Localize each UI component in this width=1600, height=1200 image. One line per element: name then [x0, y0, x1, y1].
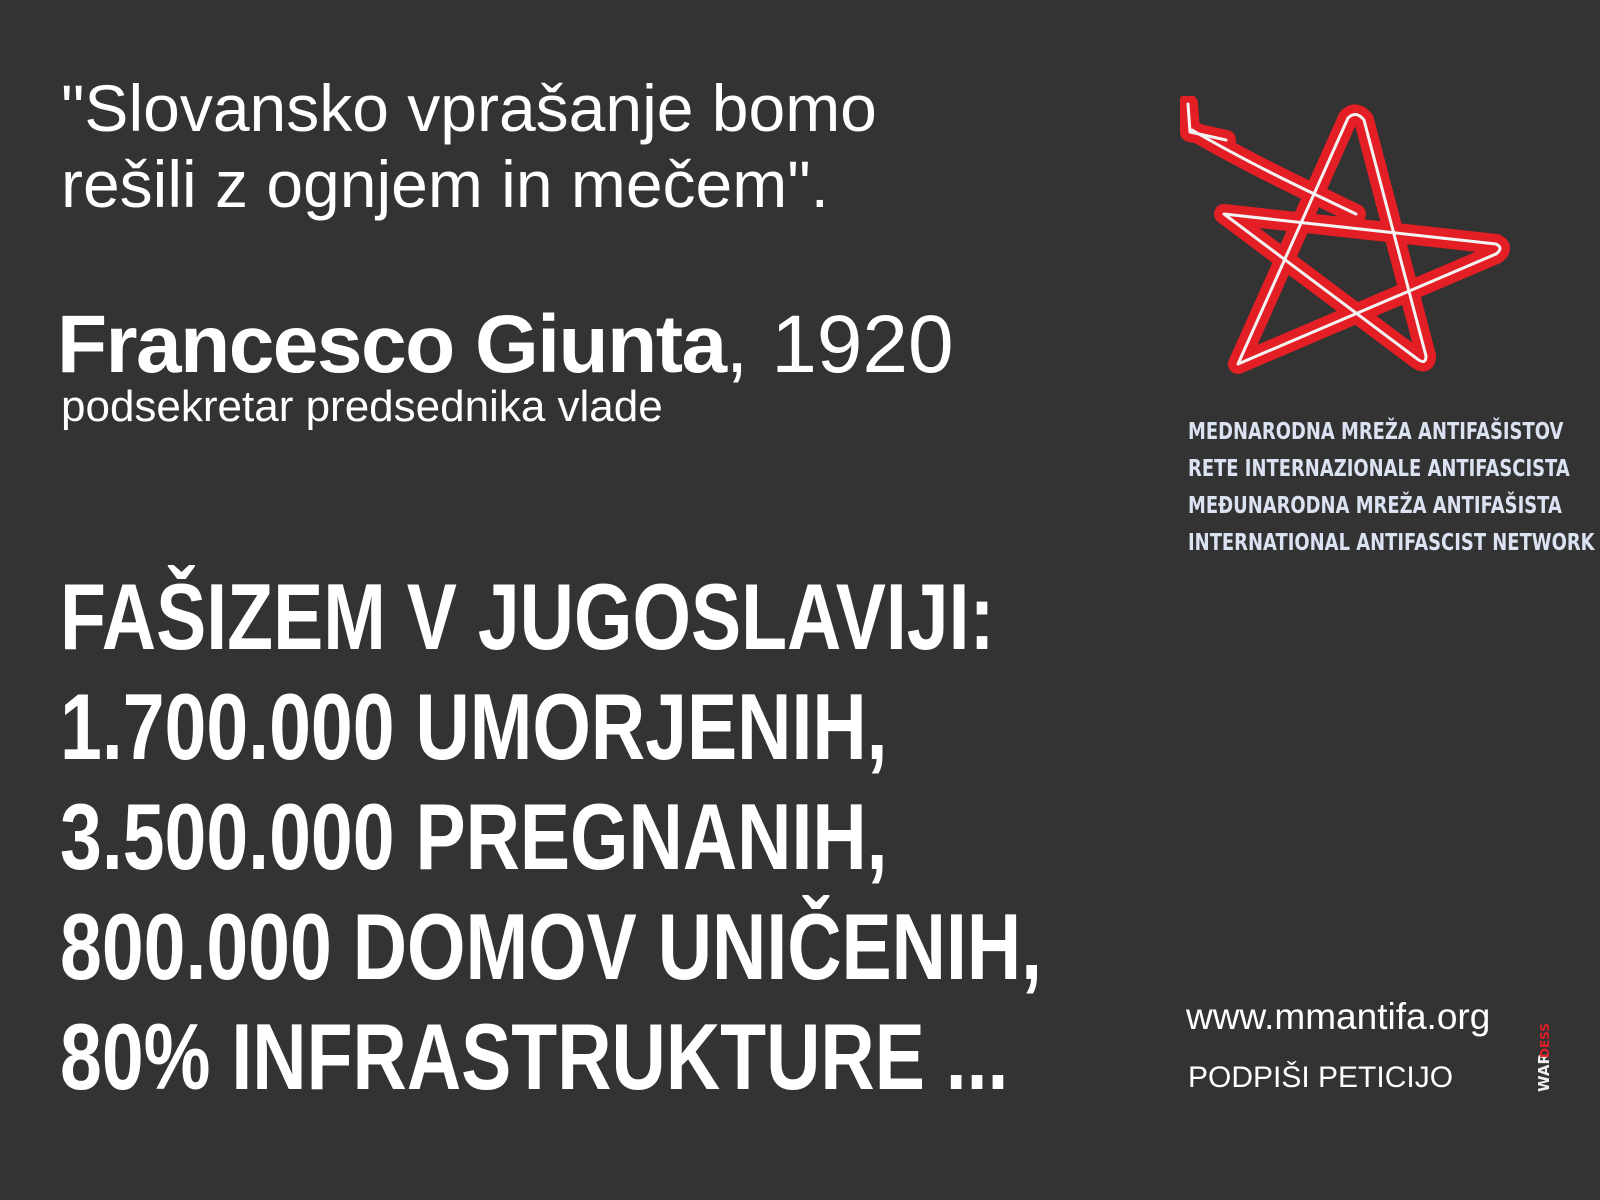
author-year: , 1920 [725, 299, 954, 390]
network-name-it: RETE INTERNAZIONALE ANTIFASCISTA [1188, 456, 1570, 482]
network-name-hr: MEĐUNARODNA MREŽA ANTIFAŠISTA [1188, 493, 1562, 519]
network-name [1188, 414, 1595, 562]
headline-line-2: 1.700.000 UMORJENIH, [60, 674, 888, 779]
artist-signature-icon [1532, 1000, 1556, 1096]
network-name-en: INTERNATIONAL ANTIFASCIST NETWORK [1188, 530, 1595, 556]
author-line [57, 300, 954, 390]
network-name-sl: MEDNARODNA MREŽA ANTIFAŠISTOV [1188, 419, 1564, 445]
svg-text:WAR: WAR [1535, 1052, 1553, 1092]
website-link[interactable]: www.mmantifa.org [1186, 996, 1491, 1037]
author-role: podsekretar predsednika vlade [61, 382, 663, 431]
petition-link[interactable]: PODPIŠI PETICIJO [1188, 1061, 1454, 1094]
headline-line-3: 3.500.000 PREGNANIH, [60, 784, 888, 889]
quote-line-1: "Slovansko vprašanje bomo [61, 71, 877, 145]
red-star-arrow-icon [1180, 96, 1540, 396]
quote [61, 70, 877, 222]
headline-line-1: FAŠIZEM V JUGOSLAVIJI: [60, 564, 995, 669]
headline-line-5: 80% INFRASTRUKTURE ... [60, 1004, 1009, 1109]
author-name: Francesco Giunta [57, 299, 726, 390]
headline [60, 562, 1042, 1112]
svg-text:DESS: DESS [1538, 1023, 1552, 1058]
headline-line-4: 800.000 DOMOV UNIČENIH, [60, 894, 1043, 999]
quote-line-2: rešili z ognjem in mečem". [61, 147, 829, 221]
